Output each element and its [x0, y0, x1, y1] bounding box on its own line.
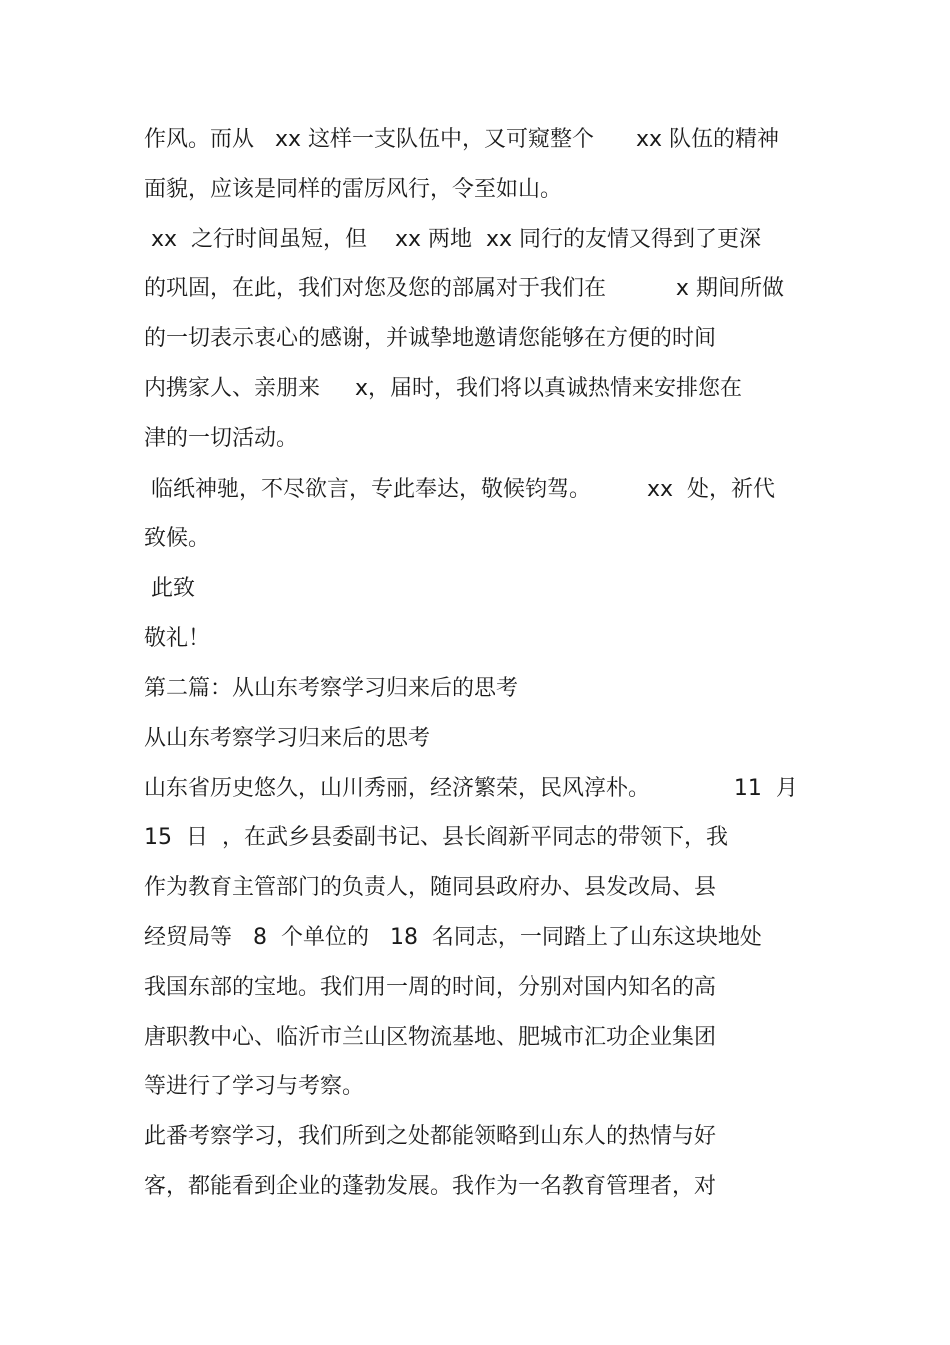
text-line: 津的一切活动。	[144, 426, 299, 451]
text-line: 此致	[144, 576, 195, 601]
text-line: 的巩固，在此，我们对您及您的部属对于我们在 x 期间所做	[144, 276, 784, 301]
text-line: 作风。而从 xx 这样一支队伍中，又可窥整个 xx 队伍的精神	[144, 127, 780, 152]
text-line: 等进行了学习与考察。	[144, 1074, 365, 1099]
text-line: 作为教育主管部门的负责人，随同县政府办、县发改局、县	[144, 875, 717, 900]
text-line: 我国东部的宝地。我们用一周的时间，分别对国内知名的高	[144, 975, 717, 1000]
section-heading: 第二篇：从山东考察学习归来后的思考	[144, 676, 519, 701]
text-line: 敬礼！	[144, 626, 211, 651]
article-title: 从山东考察学习归来后的思考	[144, 726, 431, 751]
text-line: 临纸神驰，不尽欲言，专此奉达，敬候钧驾。 xx 处，祈代	[144, 477, 775, 502]
text-line: 经贸局等 8 个单位的 18 名同志，一同踏上了山东这块地处	[144, 925, 762, 950]
text-line: 15 日 ，在武乡县委副书记、县长阎新平同志的带领下，我	[144, 825, 728, 850]
text-line: 面貌，应该是同样的雷厉风行，令至如山。	[144, 177, 563, 202]
text-line: 的一切表示衷心的感谢，并诚挚地邀请您能够在方便的时间	[144, 326, 717, 351]
text-line: 客，都能看到企业的蓬勃发展。我作为一名教育管理者，对	[144, 1174, 717, 1199]
text-line: xx 之行时间虽短，但 xx 两地 xx 同行的友情又得到了更深	[144, 227, 762, 252]
text-line: 唐职教中心、临沂市兰山区物流基地、肥城市汇功企业集团	[144, 1025, 717, 1050]
text-line: 致候。	[144, 526, 211, 551]
text-line: 内携家人、亲朋来 x，届时，我们将以真诚热情来安排您在	[144, 376, 742, 401]
text-line: 此番考察学习，我们所到之处都能领略到山东人的热情与好	[144, 1124, 717, 1149]
text-line: 山东省历史悠久，山川秀丽，经济繁荣，民风淳朴。 11 月	[144, 776, 798, 801]
